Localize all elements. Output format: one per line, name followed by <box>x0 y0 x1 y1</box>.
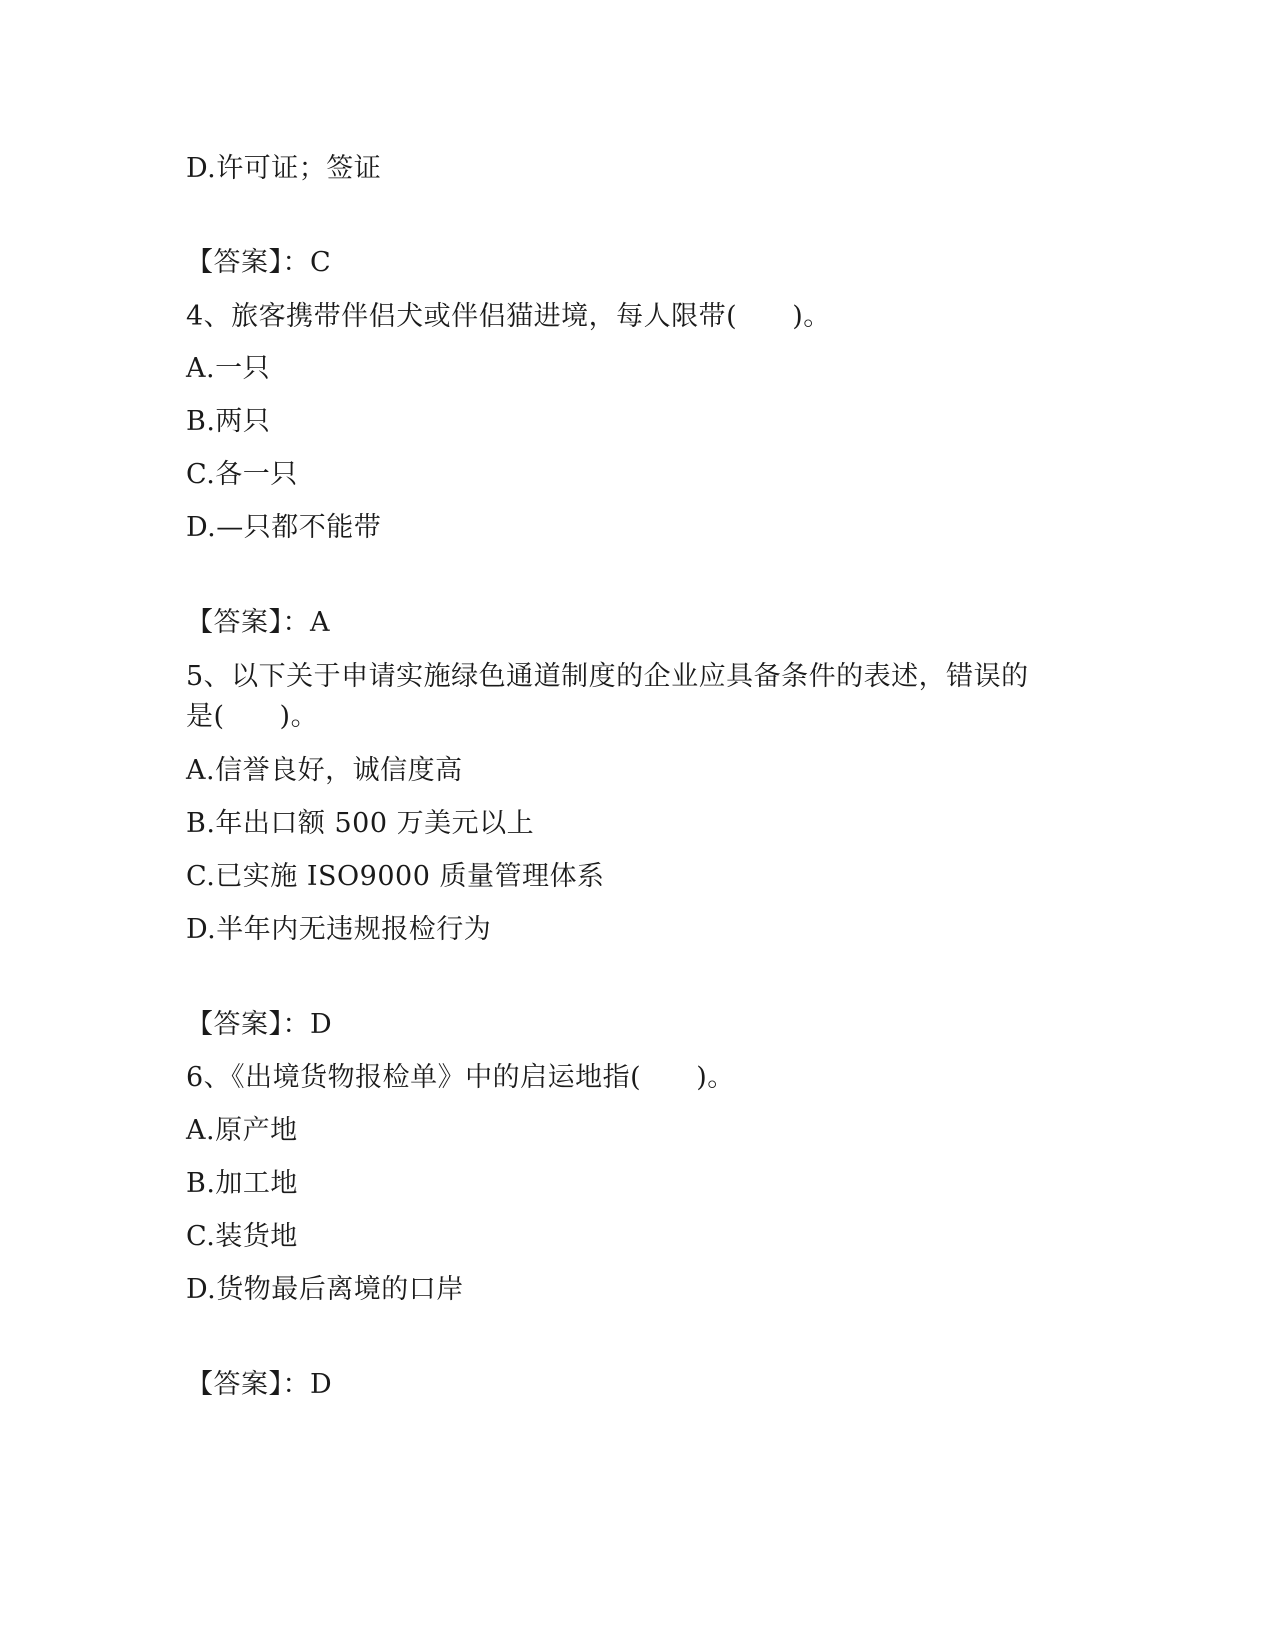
q6-option-a: A.原产地 <box>186 1115 298 1146</box>
q5-stem-line2: 是( )。 <box>186 701 319 732</box>
q6-option-b: B.加工地 <box>186 1168 298 1199</box>
q6-stem: 6、《出境货物报检单》中的启运地指( )。 <box>186 1062 735 1093</box>
q4-answer: 【答案】：A <box>186 607 330 638</box>
q5-answer: 【答案】：D <box>186 1009 333 1040</box>
q5-option-b: B.年出口额 500 万美元以上 <box>186 808 535 839</box>
q6-answer: 【答案】：D <box>186 1369 333 1400</box>
q5-option-d: D.半年内无违规报检行为 <box>186 914 492 945</box>
q4-option-d: D.—只都不能带 <box>186 512 382 543</box>
q6-option-d: D.货物最后离境的口岸 <box>186 1274 464 1305</box>
q5-option-a: A.信誉良好，诚信度高 <box>186 755 463 786</box>
q5-stem-line1: 5、以下关于申请实施绿色通道制度的企业应具备条件的表述，错误的 <box>186 661 1029 692</box>
q4-option-c: C.各一只 <box>186 459 298 490</box>
q3-answer: 【答案】：C <box>186 247 332 278</box>
q6-option-c: C.装货地 <box>186 1221 298 1252</box>
q5-option-c: C.已实施 ISO9000 质量管理体系 <box>186 861 605 892</box>
q4-option-a: A.一只 <box>186 353 271 384</box>
q4-stem: 4、旅客携带伴侣犬或伴侣猫进境，每人限带( )。 <box>186 301 831 332</box>
q3-option-d: D.许可证；签证 <box>186 153 382 184</box>
q4-option-b: B.两只 <box>186 406 271 437</box>
